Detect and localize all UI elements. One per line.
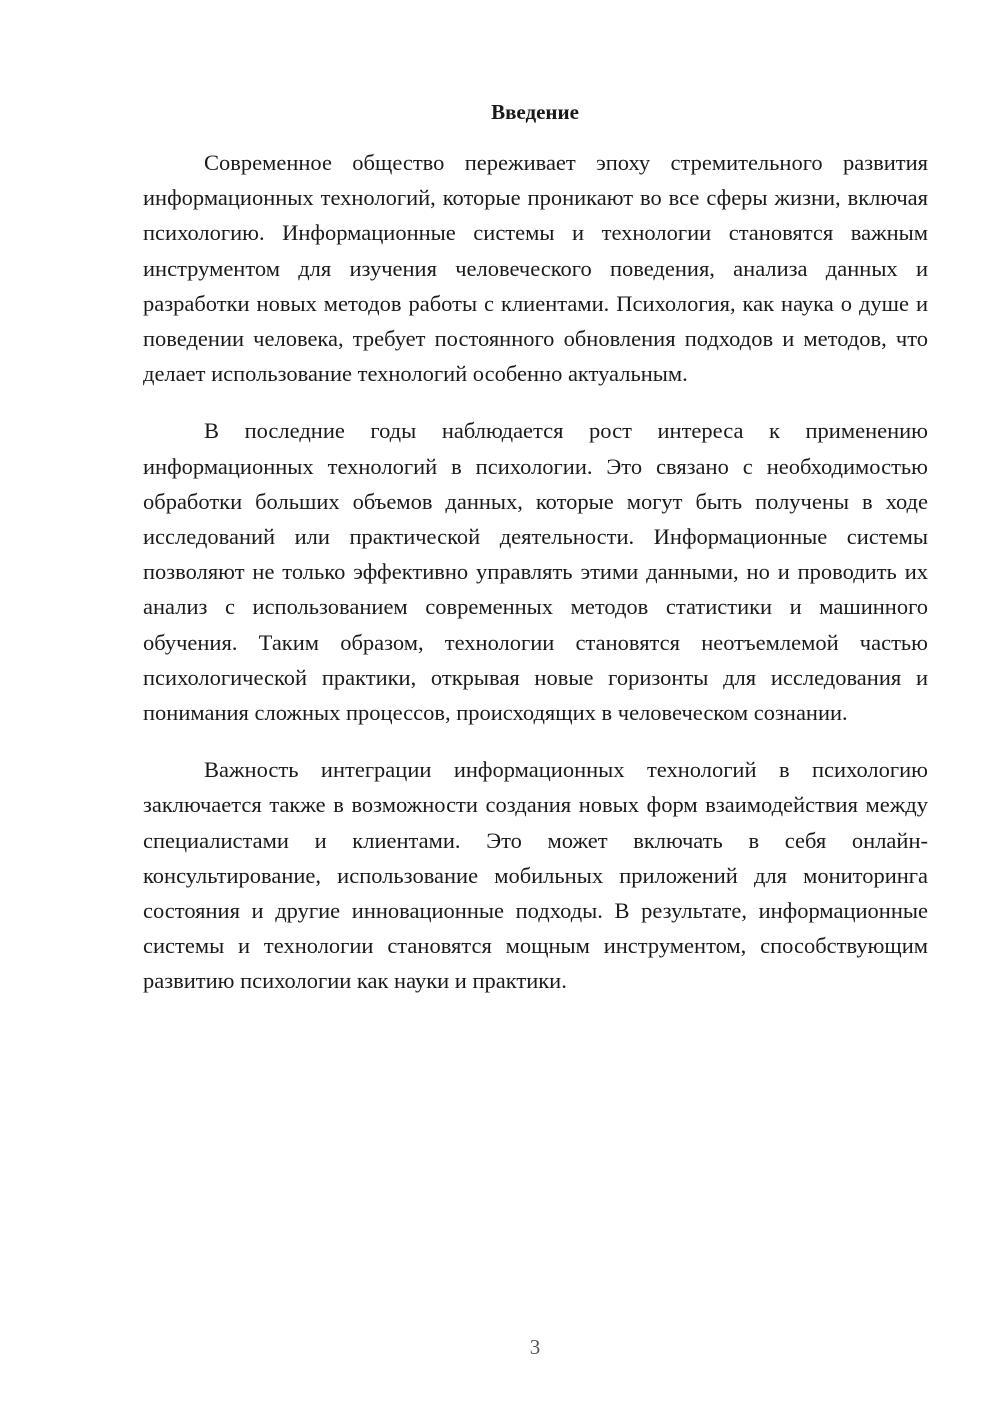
paragraph-2: В последние годы наблюдается рост интереса к применению информационных технологий в психологии. Это связано с необходимостью обработки больших объемов данных, которые могут быть получены в ходе исследований или практической деятельности. Информационные системы позволяют не только эффективно управлять этими данными, но и проводить их анализ с использованием современных методов статистики и машинного обучения. Таким образом, технологии становятся неотъемлемой частью психологической практики, открывая новые горизонты для исследования и понимания сложных процессов, происходящих в человеческом сознании. [143, 418, 928, 726]
section-heading: Введение [491, 100, 579, 124]
body-text [143, 145, 928, 1021]
paragraph-1: Современное общество переживает эпоху стремительного развития информационных технологий, которые проникают во все сферы жизни, включая психологию. Информационные системы и технологии становятся важным инструментом для изучения человеческого поведения, анализа данных и разработки новых методов работы с клиентами. Психология, как наука о душе и поведении человека, требует постоянного обновления подходов и методов, что делает использование технологий особенно актуальным. [143, 150, 928, 387]
paragraph-3: Важность интеграции информационных технологий в психологию заключается также в возможности создания новых форм взаимодействия между специалистами и клиентами. Это может включать в себя онлайн-консультирование, использование мобильных приложений для мониторинга состояния и другие инновационные подходы. В результате, информационные системы и технологии становятся мощным инструментом, способствующим развитию психологии как науки и практики. [143, 757, 928, 994]
page-number: 3 [529, 1335, 541, 1359]
